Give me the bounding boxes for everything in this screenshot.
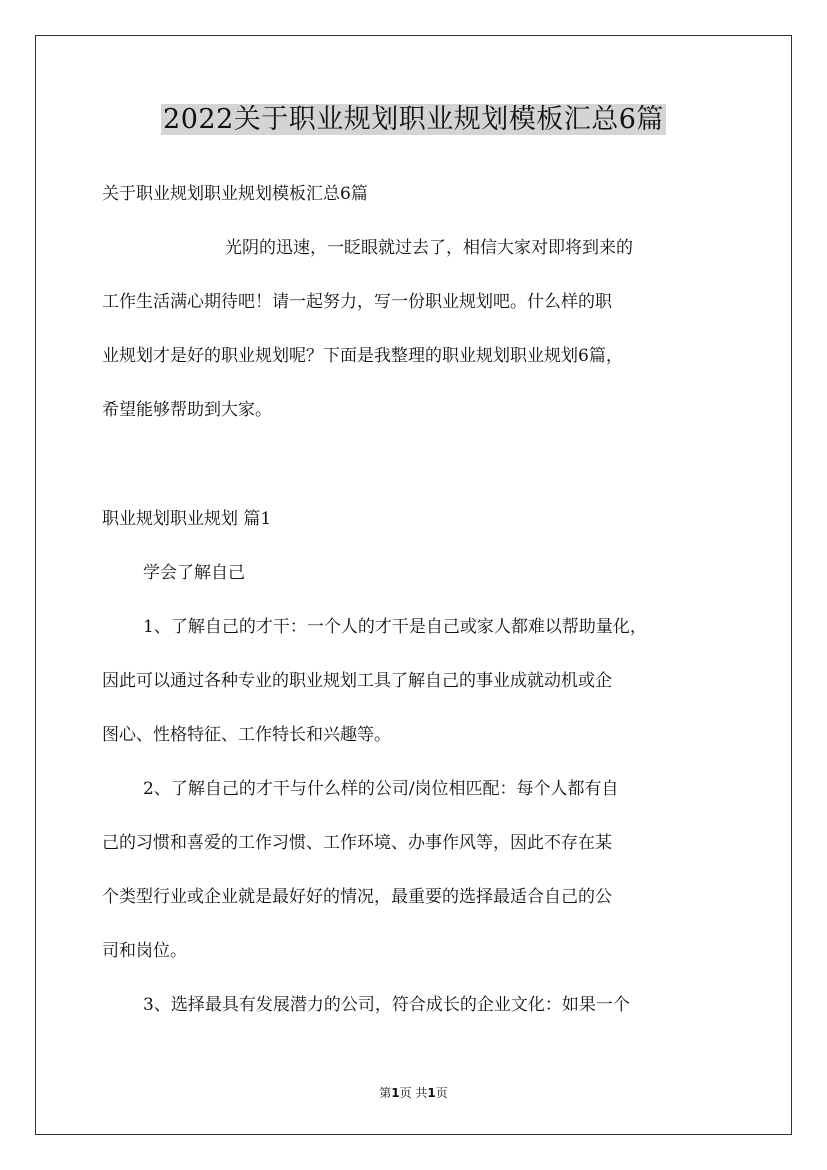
footer-page-number: 1 (391, 1086, 400, 1100)
document-title-wrap (0, 100, 827, 140)
body-line-4: 2、了解自己的才干与什么样的公司/岗位相匹配：每个人都有自 (143, 779, 619, 799)
intro-line-4: 希望能够帮助到大家。 (102, 400, 272, 420)
intro-line-3: 业规划才是好的职业规划呢？下面是我整理的职业规划职业规划6篇， (102, 346, 623, 366)
body-line-3: 图心、性格特征、工作特长和兴趣等。 (102, 725, 391, 745)
body-line-8: 3、选择最具有发展潜力的公司，符合成长的企业文化：如果一个 (143, 995, 630, 1015)
footer-page-total: 1 (427, 1086, 436, 1100)
intro-line-1: 光阴的迅速，一眨眼就过去了，相信大家对即将到来的 (225, 238, 633, 258)
body-line-6: 个类型行业或企业就是最好好的情况，最重要的选择最适合自己的公 (102, 887, 612, 907)
footer-page-suffix: 页 (435, 1086, 448, 1100)
body-line-7: 司和岗位。 (102, 941, 187, 961)
intro-line-2: 工作生活满心期待吧！请一起努力，写一份职业规划吧。什么样的职 (102, 292, 612, 312)
sub-heading: 学会了解自己 (143, 563, 245, 583)
page-footer (0, 1084, 827, 1101)
section-heading: 职业规划职业规划 篇1 (102, 509, 272, 529)
document-title: 2022关于职业规划职业规划模板汇总6篇 (163, 104, 664, 135)
footer-page-prefix: 第 (379, 1086, 392, 1100)
body-line-2: 因此可以通过各种专业的职业规划工具了解自己的事业成就动机或企 (102, 671, 612, 691)
subtitle: 关于职业规划职业规划模板汇总6篇 (102, 184, 368, 204)
footer-page-mid: 页 共 (399, 1086, 428, 1100)
body-line-5: 己的习惯和喜爱的工作习惯、工作环境、办事作风等，因此不存在某 (102, 833, 612, 853)
body-line-1: 1、了解自己的才干：一个人的才干是自己或家人都难以帮助量化， (143, 617, 647, 637)
